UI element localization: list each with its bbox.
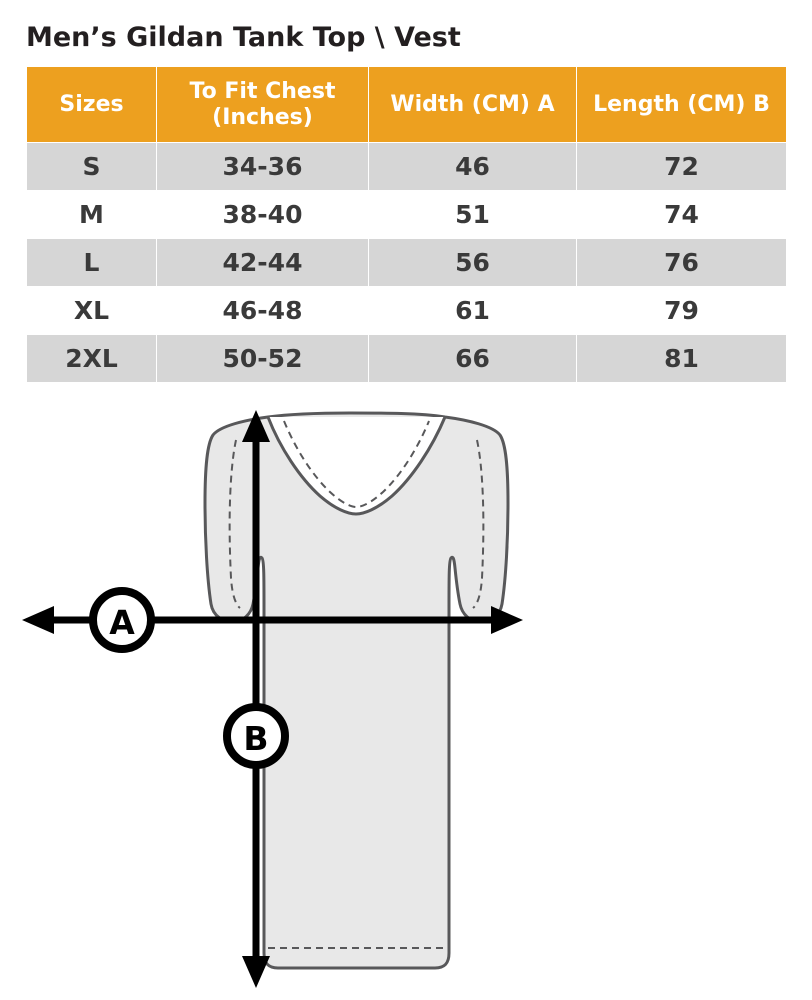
size-table <box>26 66 787 383</box>
cell-size: 2XL <box>27 335 157 383</box>
table-header-row <box>27 67 787 143</box>
column-header-width: Width (CM) A <box>369 67 577 143</box>
page-title: Men’s Gildan Tank Top \ Vest <box>26 22 461 53</box>
cell-length: 74 <box>577 191 787 239</box>
cell-width: 46 <box>369 143 577 191</box>
table-row <box>27 335 787 383</box>
garment-diagram <box>0 408 812 1000</box>
column-header-sizes: Sizes <box>27 67 157 143</box>
cell-length: 76 <box>577 239 787 287</box>
table-row <box>27 239 787 287</box>
cell-size: M <box>27 191 157 239</box>
cell-width: 51 <box>369 191 577 239</box>
cell-size: L <box>27 239 157 287</box>
cell-width: 66 <box>369 335 577 383</box>
cell-width: 61 <box>369 287 577 335</box>
marker-a <box>93 591 151 649</box>
column-header-length: Length (CM) B <box>577 67 787 143</box>
cell-size: S <box>27 143 157 191</box>
cell-length: 72 <box>577 143 787 191</box>
cell-chest: 46-48 <box>157 287 369 335</box>
cell-chest: 38-40 <box>157 191 369 239</box>
table-row <box>27 287 787 335</box>
table-row <box>27 191 787 239</box>
column-header-chest: To Fit Chest (Inches) <box>157 67 369 143</box>
marker-b-label: B <box>243 719 269 758</box>
tank-top-illustration <box>22 410 523 988</box>
table-row <box>27 143 787 191</box>
cell-chest: 50-52 <box>157 335 369 383</box>
marker-b <box>227 707 285 765</box>
cell-length: 81 <box>577 335 787 383</box>
marker-a-label: A <box>109 603 135 642</box>
cell-width: 56 <box>369 239 577 287</box>
cell-size: XL <box>27 287 157 335</box>
cell-length: 79 <box>577 287 787 335</box>
cell-chest: 42-44 <box>157 239 369 287</box>
cell-chest: 34-36 <box>157 143 369 191</box>
